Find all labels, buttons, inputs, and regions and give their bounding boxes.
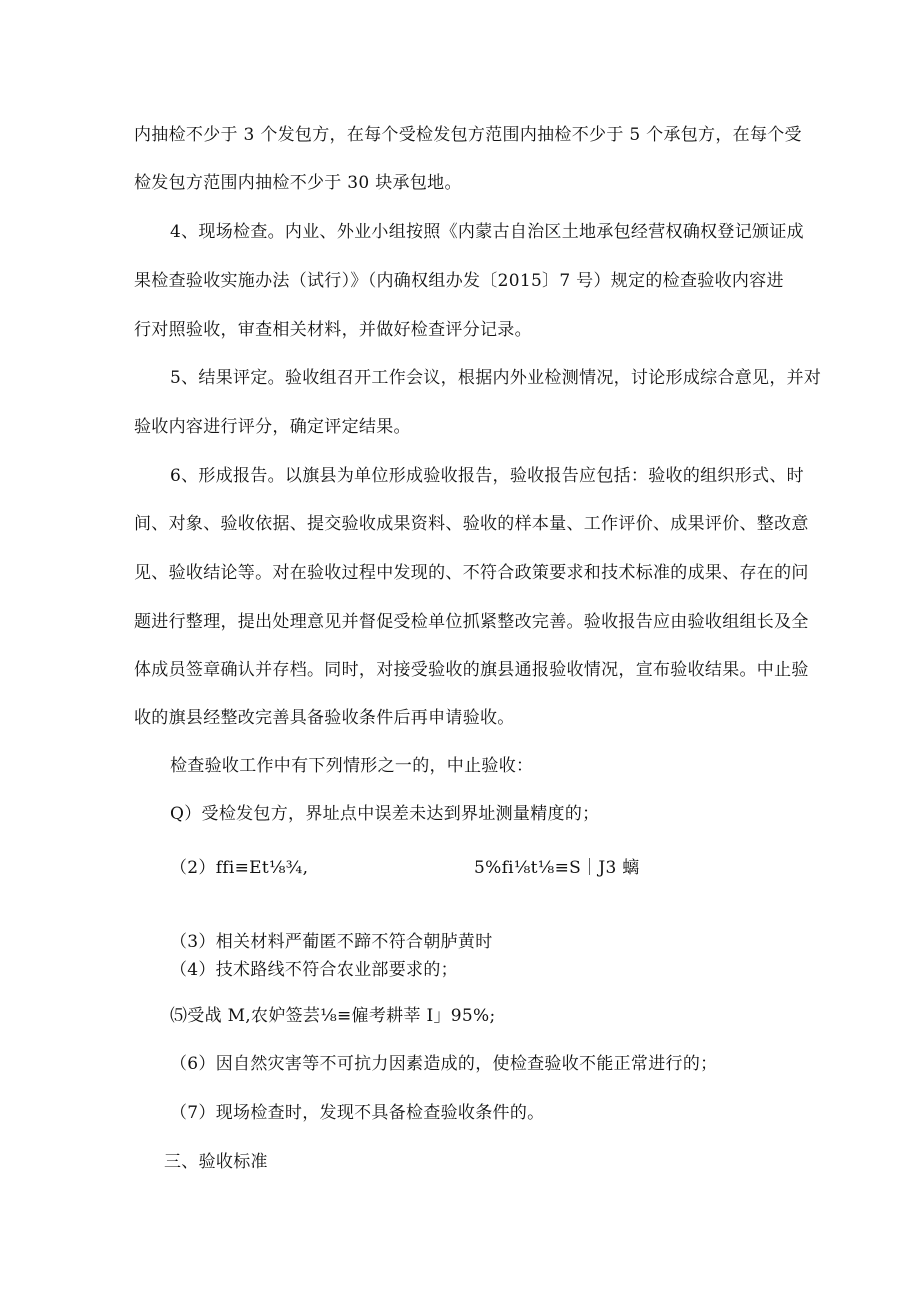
paragraph-line: 行对照验收，审查相关材料，并做好检查评分记录。 — [134, 320, 532, 340]
list-item: （4）技术路线不符合农业部要求的； — [170, 960, 458, 980]
paragraph-line: 体成员签章确认并存档。同时，对接受验收的旗县通报验收情况，宣布验收结果。中止验 — [134, 660, 809, 680]
list-item: （7）现场检查时，发现不具备检查验收条件的。 — [170, 1103, 545, 1123]
section-heading: 三、验收标准 — [164, 1152, 268, 1172]
suspension-intro: 检查验收工作中有下列情形之一的，中止验收： — [170, 756, 534, 776]
list-item: Q）受检发包方，界址点中误差未达到界址测量精度的； — [170, 804, 600, 824]
paragraph-line: 检发包方范围内抽检不少于 30 块承包地。 — [134, 173, 462, 193]
paragraph-line: 收的旗县经整改完善具备验收条件后再申请验收。 — [134, 708, 515, 728]
list-item: （2）ffi≡Et⅛¾, — [170, 858, 309, 878]
paragraph-line: 题进行整理，提出处理意见并督促受检单位抓紧整改完善。验收报告应由验收组组长及全 — [134, 612, 809, 632]
paragraph-line: 验收内容进行评分，确定评定结果。 — [134, 417, 411, 437]
paragraph-line: 6、形成报告。以旗县为单位形成验收报告，验收报告应包括：验收的组织形式、时 — [170, 466, 804, 486]
paragraph-line: 4、现场检查。内业、外业小组按照《内蒙古自治区土地承包经营权确权登记颁证成 — [170, 222, 804, 242]
paragraph-line: 5、结果评定。验收组召开工作会议，根据内外业检测情况，讨论形成综合意见，并对 — [170, 368, 822, 388]
list-item: （6）因自然灾害等不可抗力因素造成的，使检查验收不能正常进行的； — [170, 1054, 718, 1074]
list-item: 5%fi⅛t⅛≡S｜J3 螭 — [474, 858, 640, 878]
list-item: （3）相关材料严葡匿不蹄不符合朝胪黄时 — [170, 932, 493, 952]
paragraph-line: 果检查验收实施办法（试行）》（内确权组办发〔2015〕7 号）规定的检查验收内容进 — [134, 271, 784, 291]
paragraph-line: 见、验收结论等。对在验收过程中发现的、不符合政策要求和技术标准的成果、存在的问 — [134, 563, 809, 583]
paragraph-line: 间、对象、验收依据、提交验收成果资料、验收的样本量、工作评价、成果评价、整改意 — [134, 514, 809, 534]
list-item: ⑸受战 M,农妒签芸⅛≡僱考耕莘 I」95%; — [170, 1006, 496, 1026]
paragraph-line: 内抽检不少于 3 个发包方，在每个受检发包方范围内抽检不少于 5 个承包方，在每个受 — [134, 125, 802, 145]
